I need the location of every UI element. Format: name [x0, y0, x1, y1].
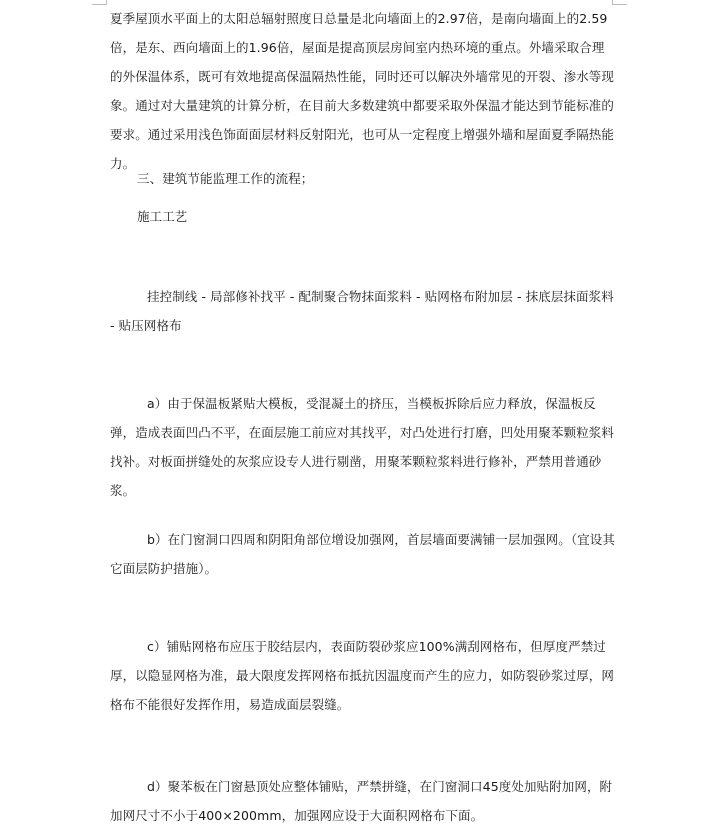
paragraph-item-c: c）铺贴网格布应压于胶结层内，表面防裂砂浆应100%满刮网格布，但厚度严禁过厚，以隐显网格为准，最大限度发挥网格布抵抗因温度而产生的应力，如防裂砂浆过厚，网格布不能很好发挥作用，易造成面层裂缝。	[110, 639, 615, 712]
paragraph-intro: 夏季屋顶水平面上的太阳总辐射照度日总量是北向墙面上的2.97倍，是南向墙面上的2.59倍，是东、西向墙面上的1.96倍，屋面是提高顶层房间室内热环境的重点。外墙采取合理的外保温体系，既可有效地提高保温隔热性能，同时还可以解决外墙常见的开裂、渗水等现象。通过对大量建筑的计算分析，在目前大多数建筑中都要采取外保温才能达到节能标准的要求。通过采用浅色饰面面层材料反射阳光，也可从一定程度上增强外墙和屋面夏季隔热能力。	[110, 11, 615, 171]
sub-heading: 施工工艺	[137, 209, 188, 224]
paragraph-item-d: d）聚苯板在门窗悬顶处应整体铺贴，严禁拼缝，在门窗洞口45度处加贴附加网，附加网尺寸不小于400×200mm，加强网应设于大面积网格布下面。	[110, 779, 613, 823]
section-heading: 三、建筑节能监理工作的流程；	[137, 171, 314, 186]
paragraph-item-b: b）在门窗洞口四周和阴阳角部位增设加强网，首层墙面要满铺一层加强网。（宜设其它面层防护措施）。	[110, 532, 615, 576]
crop-mark-top-left	[92, 0, 107, 5]
process-flow-paragraph: 挂控制线 - 局部修补找平 - 配制聚合物抹面浆料 - 贴网格布附加层 - 抹底层抹面浆料 - 贴压网格布	[110, 289, 618, 333]
paragraph-item-a: a）由于保温板紧贴大模板，受混凝土的挤压，当模板拆除后应力释放，保温板反弹，造成表面凹凸不平，在面层施工前应对其找平，对凸处进行打磨，凹处用聚苯颗粒浆料找补。对板面拼缝处的灰浆应设专人进行剔凿，用聚苯颗粒浆料进行修补，严禁用普通砂浆。	[110, 396, 615, 498]
